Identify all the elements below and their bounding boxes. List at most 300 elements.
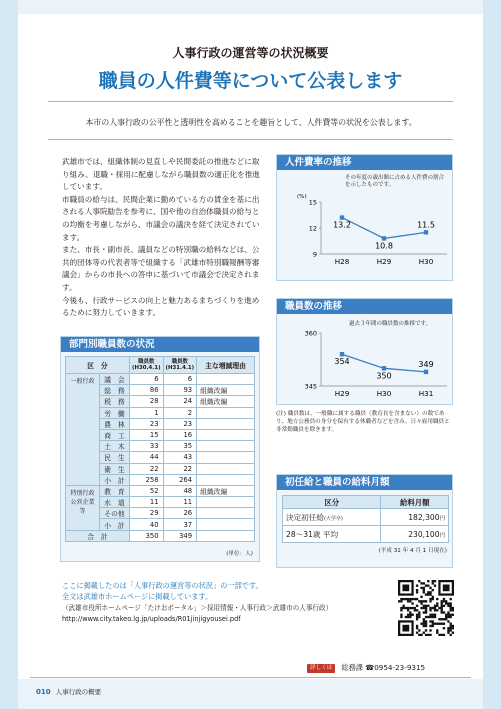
qr-module [420,634,422,636]
qr-finder [402,584,409,591]
qr-module [416,632,418,634]
qr-module [427,580,429,582]
qr-module [425,611,427,613]
qr-module [438,623,440,625]
pay-label: 28～31歳 平均 [286,529,339,539]
qr-module [432,598,434,600]
qr-module [418,616,420,618]
group-label-text: 特別行政 [70,489,95,497]
total-h30: 350 [130,530,164,541]
qr-module [418,634,420,636]
footer-note [62,580,372,626]
dept-h31: 264 [163,474,197,485]
footer-url[interactable]: http://www.city.takeo.lg.jp/uploads/R01jinjigyousei.pdf [62,615,241,624]
qr-module [429,609,431,611]
qr-module [434,607,436,609]
qr-finder [443,584,450,591]
qr-module [429,587,431,589]
dept-name: 小 計 [100,474,130,485]
dept-name: 議 会 [100,374,130,385]
pay-row-label [283,526,381,543]
header-h31 [163,357,197,374]
qr-module [445,618,447,620]
qr-module [450,634,452,636]
qr-module [445,616,447,618]
data-point [424,370,428,374]
dept-h31: 22 [163,463,197,474]
dept-name: 商 工 [100,429,130,440]
dept-reason: 組織改編 [197,485,255,496]
qr-module [425,623,427,625]
qr-module [443,598,445,600]
qr-module [436,605,438,607]
qr-module [411,614,413,616]
contact-tag: 詳しくは [307,664,335,673]
qr-module [434,580,436,582]
data-label: 350 [376,371,392,381]
qr-module [423,600,425,602]
table-row [66,485,255,496]
qr-module [400,614,402,616]
dept-name: 税 務 [100,396,130,407]
dept-h30: 258 [130,474,164,485]
data-point [382,366,386,370]
dept-h30: 52 [130,485,164,496]
personnel-cost-panel [276,154,453,281]
qr-module [420,607,422,609]
data-point [382,236,386,240]
qr-module [432,589,434,591]
qr-module [427,616,429,618]
dept-name: その他 [100,508,130,519]
qr-module [425,593,427,595]
qr-module [434,616,436,618]
qr-module [407,598,409,600]
dept-reason [197,407,255,418]
dept-h30: 28 [130,396,164,407]
dept-h31: 24 [163,396,197,407]
staff-count-title: 職員数の推移 [277,299,452,314]
pay-header-category: 区分 [283,496,381,509]
dept-table-unit: (単位：人) [226,551,253,557]
qr-module [425,584,427,586]
qr-module [432,625,434,627]
body-paragraph: また、市長・副市長、議員などの特別職の給料などは、公共的団体等の代表者等で組織する「武雄市特別職報酬等審議会」からの市長への答申に基づいて市議会で決定されます。 [62,245,260,292]
page-subtitle: 人事行政の運営等の状況概要 [172,46,329,60]
qr-module [423,591,425,593]
header-reason: 主な増減理由 [197,357,255,374]
qr-module [432,580,434,582]
dept-h31: 35 [163,441,197,452]
qr-module [418,629,420,631]
qr-module [445,600,447,602]
dept-h30: 1 [130,407,164,418]
qr-module [425,600,427,602]
qr-module [423,618,425,620]
qr-module [441,618,443,620]
dept-name: 水 道 [100,497,130,508]
dept-h31: 16 [163,429,197,440]
qr-module [405,607,407,609]
qr-module [414,607,416,609]
y-tick-label: 15 [308,198,317,207]
qr-module [427,605,429,607]
qr-module [436,598,438,600]
data-label: 11.5 [417,220,435,230]
header-category: 区 分 [66,357,130,374]
pay-row-label [283,509,381,526]
qr-module [432,582,434,584]
qr-module [429,620,431,622]
pay-amount: 182,300 [408,512,440,522]
y-unit-label: (%) [297,194,307,200]
qr-module [441,602,443,604]
qr-module [450,627,452,629]
qr-module [414,609,416,611]
qr-module [450,625,452,627]
qr-module [400,607,402,609]
staff-count-note: 過去３年間の職員数の推移です。 [349,321,432,327]
qr-module [434,623,436,625]
qr-module [416,614,418,616]
qr-module [434,614,436,616]
qr-module [423,620,425,622]
qr-module [418,580,420,582]
qr-module [441,623,443,625]
qr-module [429,607,431,609]
dept-name: 労 働 [100,407,130,418]
data-label: 349 [418,359,434,369]
y-tick-label: 360 [304,329,317,338]
data-point [424,230,428,234]
qr-module [405,616,407,618]
personnel-cost-chart [277,170,454,280]
x-tick-label: H31 [418,389,434,398]
qr-module [429,634,431,636]
qr-module [436,609,438,611]
dept-name: 農 林 [100,418,130,429]
qr-module [429,616,431,618]
qr-module [441,609,443,611]
qr-module [425,607,427,609]
qr-module [452,632,454,634]
qr-module [452,625,454,627]
page-title: 職員の人件費等について公表します [98,70,403,92]
qr-module [423,611,425,613]
data-label: 354 [334,357,350,367]
qr-module [409,600,411,602]
qr-module [411,598,413,600]
qr-module [432,623,434,625]
dept-h30: 29 [130,508,164,519]
dept-h30: 86 [130,385,164,396]
lead-text: 本市の人事行政の公平性と透明性を高めることを趣旨として、人件費等の状況を公表します。 [85,118,417,127]
qr-module [425,625,427,627]
dept-h30: 6 [130,374,164,385]
qr-module [436,623,438,625]
qr-module [423,582,425,584]
qr-module [432,620,434,622]
qr-module [429,591,431,593]
qr-module [416,598,418,600]
qr-module [436,629,438,631]
qr-module [425,605,427,607]
qr-module [450,616,452,618]
qr-module [447,620,449,622]
dept-h31: 43 [163,452,197,463]
body-text [62,156,264,320]
x-tick-label: H30 [376,389,392,398]
pay-row-amount [381,509,449,526]
qr-module [443,611,445,613]
qr-module [418,611,420,613]
header-h30-date: (H30.4.1) [132,365,161,371]
pay-table [282,495,449,543]
total-label: 合 計 [66,530,130,541]
qr-module [423,625,425,627]
qr-module [447,605,449,607]
dept-name: 教 育 [100,485,130,496]
dept-name: 衛 生 [100,463,130,474]
qr-module [441,611,443,613]
qr-module [427,634,429,636]
header-h30-label: 職員数 [138,359,155,365]
dept-table-title: 部門別職員数の状況 [61,337,259,352]
table-row [66,374,255,385]
qr-module [438,607,440,609]
qr-module [402,607,404,609]
qr-module [429,600,431,602]
qr-module [445,602,447,604]
x-tick-label: H30 [418,257,434,266]
dept-reason [197,418,255,429]
dept-name: 小 計 [100,519,130,530]
qr-module [402,605,404,607]
body-paragraph: 武雄市では、組織体制の見直しや民間委託の推進などに取り組み、退職・採用に配慮しながら職員数の適正化を推進しています。 [62,157,260,192]
qr-module [438,618,440,620]
left-margin-band [0,0,18,709]
qr-module [441,607,443,609]
dept-h31: 93 [163,385,197,396]
dept-h30: 23 [130,418,164,429]
title-divider [48,101,453,102]
header-h31-label: 職員数 [171,359,188,365]
dept-h31: 48 [163,485,197,496]
body-paragraph: 今後も、行政サービスの向上と魅力あるまちづくりを進めるために努力していきます。 [62,295,260,318]
qr-module [416,589,418,591]
qr-module [429,625,431,627]
personnel-cost-note: その年度の歳出額に占める人件費の割合を示したものです。 [345,175,445,188]
qr-module [450,629,452,631]
qr-module [443,618,445,620]
qr-module [441,605,443,607]
qr-module [416,605,418,607]
x-tick-label: H28 [334,257,350,266]
qr-module [443,605,445,607]
qr-module [432,596,434,598]
qr-module [423,623,425,625]
qr-module [409,611,411,613]
page-footer [36,687,101,696]
qr-module [407,614,409,616]
qr-module [414,598,416,600]
group-label-text: 一般行政 [70,378,95,385]
qr-module [400,616,402,618]
qr-module [400,609,402,611]
table-row-total [66,530,255,541]
dept-h30: 33 [130,441,164,452]
dept-h30: 11 [130,497,164,508]
lead-divider [48,139,453,140]
qr-module [427,584,429,586]
pay-row [283,526,449,543]
qr-module [416,625,418,627]
qr-module [407,609,409,611]
qr-module [416,609,418,611]
pay-table-note: (平成 31 年 4 月 1 日現在) [378,548,447,554]
qr-module [416,627,418,629]
dept-table-panel [60,336,260,562]
qr-finder [402,625,409,632]
qr-module [450,623,452,625]
qr-module [423,605,425,607]
qr-module [452,627,454,629]
dept-reason [197,452,255,463]
pay-unit: 円 [439,515,445,522]
qr-module [416,616,418,618]
qr-module [425,634,427,636]
qr-module [423,587,425,589]
qr-module [416,591,418,593]
pay-label-sub: (大学卒) [323,515,343,522]
qr-module [409,598,411,600]
staff-count-chart [277,314,454,406]
qr-module [427,591,429,593]
dept-reason [197,374,255,385]
dept-name: 総 務 [100,385,130,396]
contact-text: 総務課 ☎0954-23-9315 [341,663,426,672]
qr-module [447,616,449,618]
qr-module [429,614,431,616]
staff-count-footnote: (注) 職員数は、一般職に属する職員（教育長を含まない）の数であり、地方公務員の身分を保有する休職者などを含み、日々雇用職員と非常勤職員を除きます。 [276,411,450,433]
qr-module [429,593,431,595]
dept-reason: 組織改編 [197,385,255,396]
group-label [66,374,100,486]
qr-module [409,614,411,616]
data-point [340,352,344,356]
page-number: 010 [36,688,51,696]
qr-module [420,582,422,584]
dept-reason [197,508,255,519]
qr-module [434,605,436,607]
data-label: 10.8 [375,241,393,251]
dept-name: 土 木 [100,441,130,452]
qr-module [452,614,454,616]
qr-module [436,632,438,634]
footer-line: （武雄市役所ホームページ「たけおポータル」＞採用情報・人事行政＞武雄市の人事行政） [62,603,333,612]
qr-module [438,634,440,636]
qr-module [452,609,454,611]
qr-module [429,598,431,600]
qr-module [443,600,445,602]
qr-module [450,614,452,616]
qr-module [447,627,449,629]
right-margin-band [483,0,501,709]
pay-label: 決定初任給 [286,512,324,522]
personnel-cost-title: 人件費率の推移 [277,155,452,170]
dept-h30: 44 [130,452,164,463]
dept-reason [197,519,255,530]
qr-module [420,600,422,602]
total-h31: 349 [163,530,197,541]
pay-row [283,509,449,526]
qr-module [416,584,418,586]
qr-module [418,614,420,616]
qr-module [425,616,427,618]
qr-module [409,616,411,618]
y-tick-label: 345 [304,382,317,391]
qr-module [425,629,427,631]
qr-module [447,629,449,631]
dept-h31: 2 [163,407,197,418]
qr-code-icon[interactable] [398,580,454,636]
qr-module [420,596,422,598]
qr-module [447,611,449,613]
qr-module [411,602,413,604]
qr-module [450,602,452,604]
qr-module [423,589,425,591]
series-line [342,218,426,239]
qr-module [420,623,422,625]
dept-h30: 40 [130,519,164,530]
qr-module [436,602,438,604]
qr-module [427,593,429,595]
qr-module [450,598,452,600]
qr-module [407,607,409,609]
qr-module [402,598,404,600]
qr-module [432,607,434,609]
footer-line: ここに掲載したのは「人事行政の運営等の状況」の一部です。 [62,581,263,590]
total-reason [197,530,255,541]
qr-module [400,598,402,600]
header-h30 [130,357,164,374]
pay-table-title: 初任給と職員の給料月額 [277,475,452,490]
dept-h31: 11 [163,497,197,508]
qr-module [447,614,449,616]
qr-module [441,600,443,602]
dept-reason [197,441,255,452]
group-label-text: 公営企業等 [70,498,95,515]
qr-module [400,600,402,602]
qr-module [425,620,427,622]
qr-module [407,616,409,618]
qr-module [409,607,411,609]
x-tick-label: H29 [376,257,392,266]
dept-reason [197,463,255,474]
data-label: 13.2 [333,220,351,230]
qr-module [443,623,445,625]
qr-module [447,632,449,634]
y-tick-label: 9 [312,250,317,259]
qr-module [432,614,434,616]
group-label [66,485,100,530]
qr-module [423,632,425,634]
pay-unit: 円 [439,532,445,539]
footer-divider [30,677,471,678]
x-tick-label: H29 [334,389,350,398]
dept-h30: 15 [130,429,164,440]
dept-reason [197,497,255,508]
